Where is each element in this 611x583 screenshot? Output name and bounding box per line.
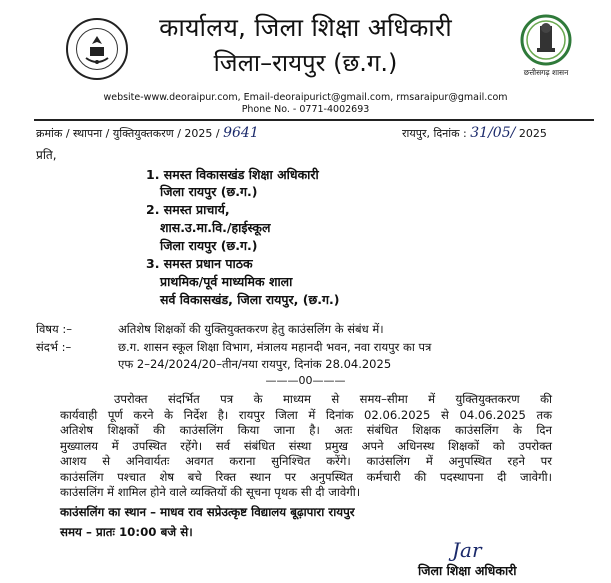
subject-text: अतिशेष शिक्षकों की युक्तियुक्तकरण हेतु काउंसलिंग के संबंध में। (118, 322, 384, 336)
time-line: समय – प्रातः 10:00 बजे से। (60, 525, 193, 539)
reference-handwritten-number: 9641 (223, 125, 259, 141)
venue-line: काउंसलिंग का स्थान – माधव राव सप्रेउत्कृष्ट विद्यालय बूढ़ापारा रायपुर (60, 505, 355, 519)
recipient-2-line-3: जिला रायपुर (छ.ग.) (160, 238, 258, 253)
subject-label: विषय :– (36, 322, 72, 336)
district-title: जिला–रायपुर (छ.ग.) (213, 49, 398, 77)
body-paragraph (60, 392, 552, 501)
to-label: प्रति, (36, 148, 57, 162)
body-line-5: आशय से अनिवार्यतः अवगत कराना सुनिश्चित करेंगे। काउंसलिंग में अनुपस्थित रहने पर (60, 454, 552, 468)
section-separator: ———00——— (265, 374, 346, 387)
reference-prefix: क्रमांक / स्थापना / युक्तियुक्तकरण / 2025 / (36, 127, 220, 140)
signatory-designation: जिला शिक्षा अधिकारी (418, 563, 517, 578)
context-line-2: एफ 2–24/2024/20–तीन/नया रायपुर, दिनांक 28.04.2025 (118, 357, 392, 371)
recipient-3-line-2: प्राथमिक/पूर्व माध्यमिक शाला (160, 274, 293, 289)
body-line-2: कार्यवाही पूर्ण करने के निर्देश है। रायपुर जिला में दिनांक 02.06.2025 से 04.06.2025 तक (60, 407, 552, 422)
context-line-1: छ.ग. शासन स्कूल शिक्षा विभाग, मंत्रालय महानदी भवन, नवा रायपुर का पत्र (118, 340, 432, 354)
recipient-1-line-2: जिला रायपुर (छ.ग.) (160, 184, 258, 199)
signature: Jar (452, 538, 482, 562)
header-divider (34, 119, 594, 121)
reference-number (36, 125, 259, 141)
body-line-6: काउंसलिंग पश्चात शेष बचे रिक्त स्थान पर अनुपस्थित कर्मचारी की पदस्थापना दी जावेगी। (60, 469, 552, 484)
recipient-3-line-3: सर्व विकासखंड, जिला रायपुर, (छ.ग.) (160, 292, 340, 307)
recipient-3-line-1: 3. समस्त प्रधान पाठक (146, 256, 253, 271)
office-title: कार्यालय, जिला शिक्षा अधिकारी (159, 13, 452, 42)
phone-line: Phone No. - 0771-4002693 (241, 104, 370, 115)
date-prefix: रायपुर, दिनांक : (402, 127, 467, 140)
state-emblem-caption: छत्तीसगढ़ शासन (523, 68, 569, 77)
body-line-1: उपरोक्त संदर्भित पत्र के माध्यम से समय–सीमा में युक्तियुक्तकरण की (114, 392, 552, 406)
recipient-2-line-2: शास.उ.मा.वि./हाईस्कूल (160, 220, 271, 235)
body-line-7: काउंसलिंग में शामिल होने वाले व्यक्तियों की सूचना पृथक सी दी जावेगी। (60, 485, 361, 499)
reference-date (402, 125, 547, 141)
context-label: संदर्भ :– (36, 340, 72, 354)
contact-line: website-www.deoraipur.com, Email-deoraipurict@gmail.com, rmsaraipur@gmail.com (103, 92, 508, 103)
recipient-2-line-1: 2. समस्त प्राचार्य, (146, 202, 230, 217)
date-year: 2025 (518, 127, 547, 140)
date-handwritten: 31/05/ (470, 125, 516, 141)
recipient-1-line-1: 1. समस्त विकासखंड शिक्षा अधिकारी (146, 167, 319, 182)
body-line-4: मुख्यालय में उपस्थित रहेंगे। सर्व संबंधित संस्था प्रमुख अपने अधिनस्थ शिक्षकों को उपरोक्त (60, 438, 552, 453)
body-line-3: अतिशेष शिक्षकों की काउंसलिंग किया जाना है। अतः संबंधित शिक्षक काउंसलिंग के दिन (60, 423, 552, 437)
